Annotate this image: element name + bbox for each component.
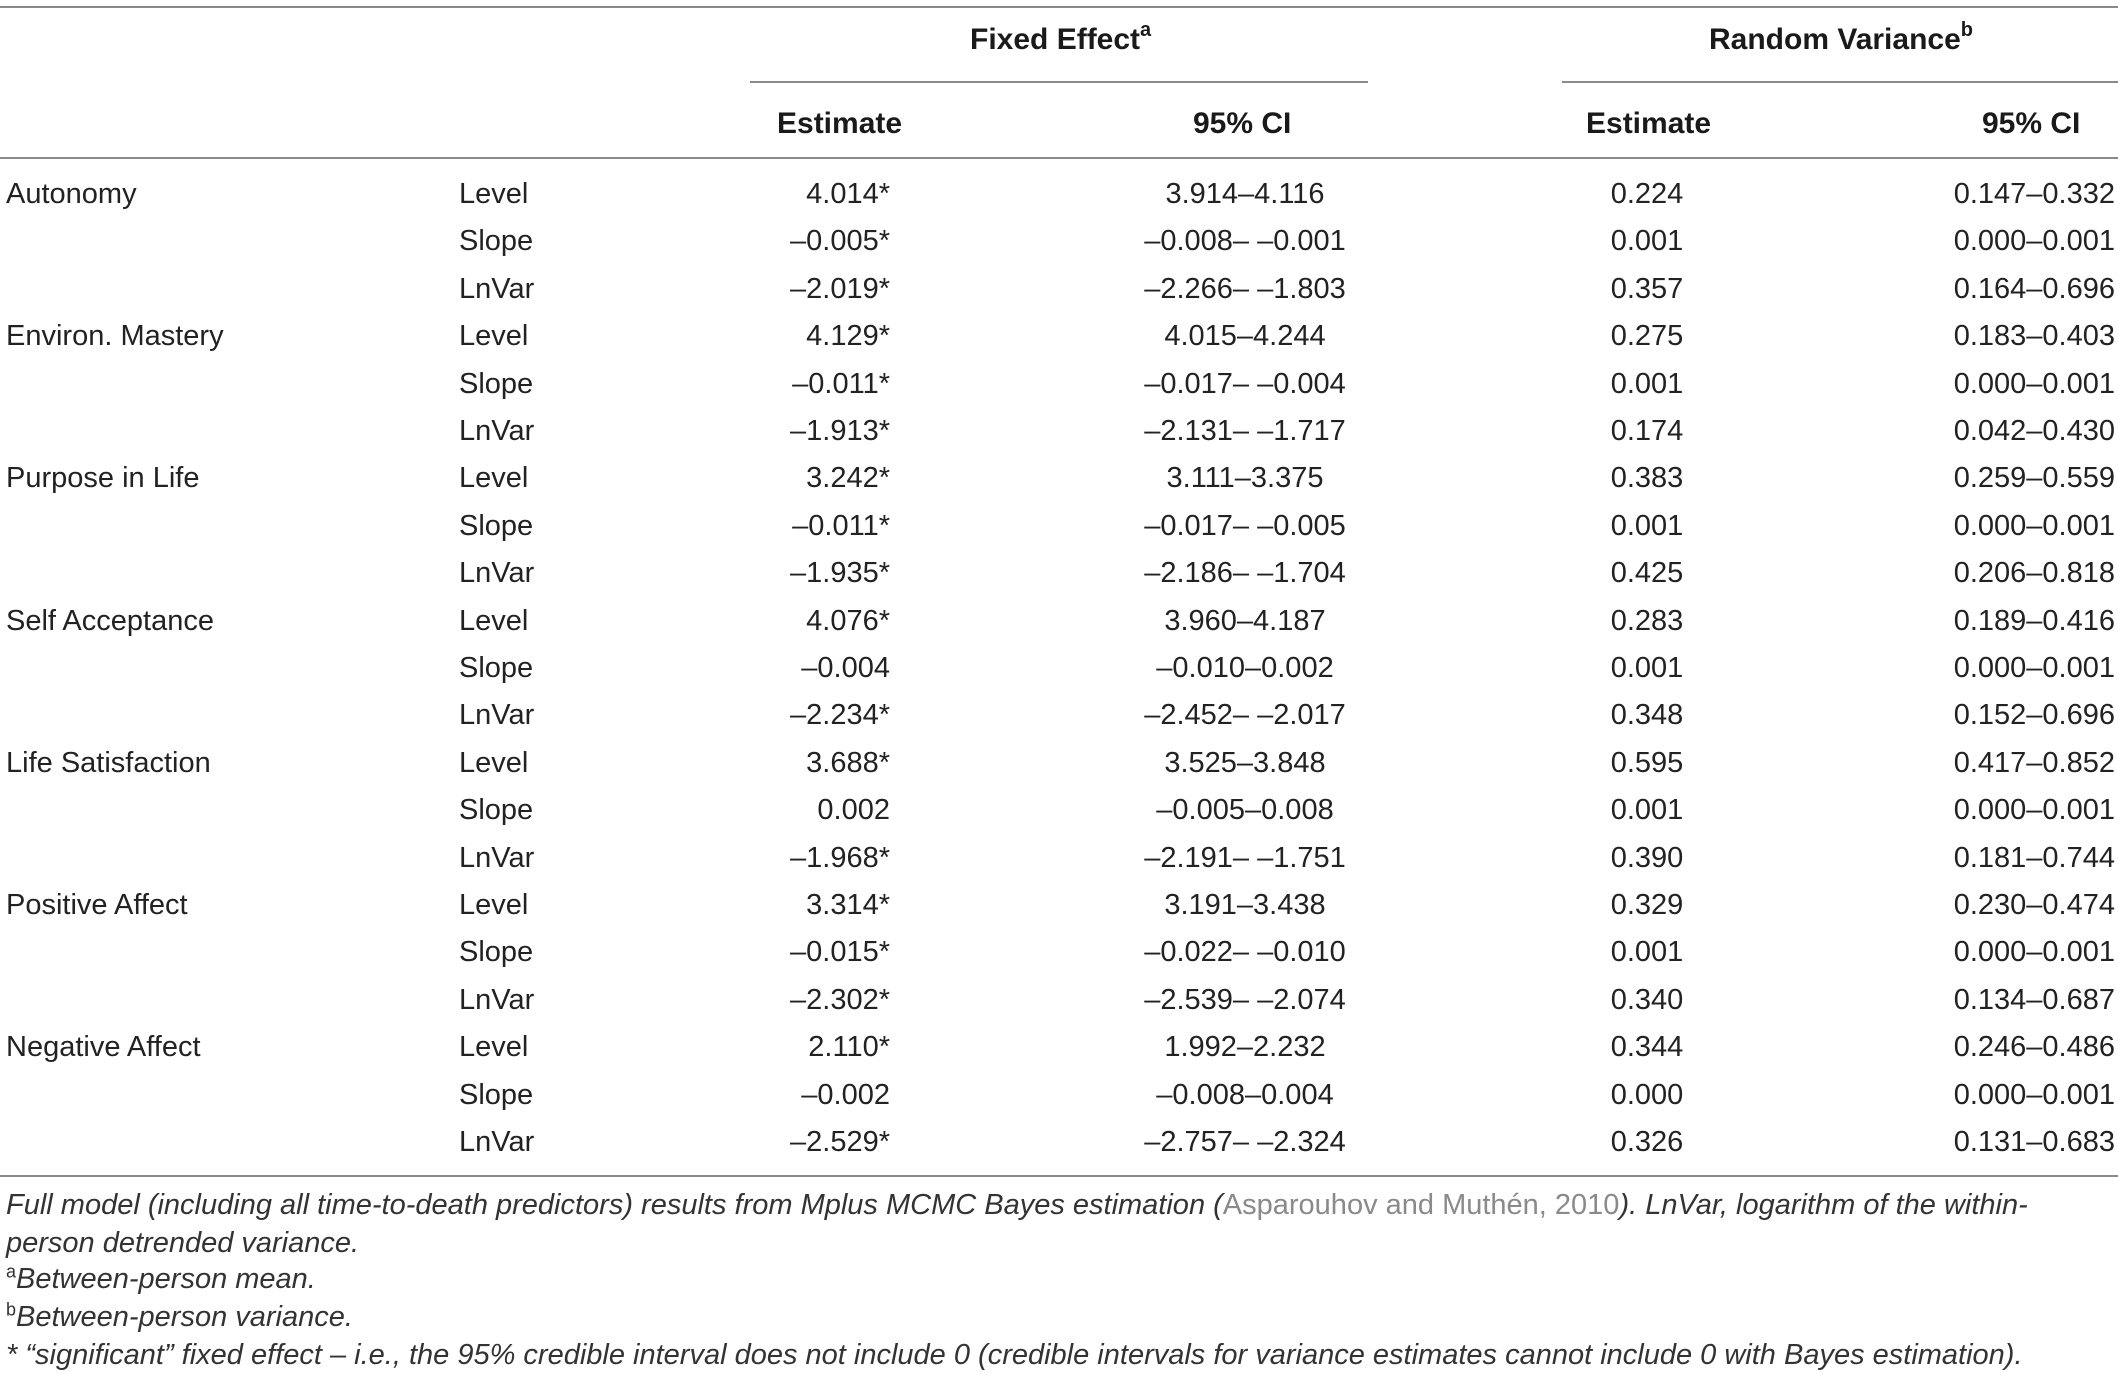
fixed-effect-ci: 4.015–4.244 [1164,320,1326,352]
fixed-effect-ci: –2.266– –1.803 [1144,273,1346,305]
row-variable-label: Life Satisfaction [6,747,211,779]
random-variance-ci: 0.000–0.001 [1953,1079,2115,1111]
fixed-effect-ci: –2.757– –2.324 [1144,1126,1346,1158]
random-variance-estimate: 0.224 [1610,178,1684,210]
random-variance-estimate: 0.174 [1610,415,1684,447]
random-variance-estimate: 0.001 [1610,794,1684,826]
header-random-variance: Random Variance$^b$ [1709,19,1973,56]
random-variance-ci: 0.000–0.001 [1953,652,2115,684]
fixed-effect-estimate: –0.011* [792,510,890,542]
random-variance-estimate: 0.344 [1610,1031,1684,1063]
random-variance-ci: 0.164–0.696 [1953,273,2115,305]
random-variance-ci: 0.152–0.696 [1953,699,2115,731]
random-variance-ci: 0.183–0.403 [1953,320,2115,352]
random-variance-estimate: 0.383 [1610,462,1684,494]
fixed-effect-ci: 3.914–4.116 [1165,178,1325,210]
random-variance-estimate: 0.283 [1610,605,1684,637]
footnote-main: Full model (including all time-to-death predictors) results from Mplus MCMC Bayes estimation (Asparouhov and Muthén, 2010). LnVar, logarithm of the within-person detrended variance. [6,1189,2028,1259]
row-parameter-label: LnVar [459,699,535,731]
random-variance-ci: 0.259–0.559 [1953,462,2115,494]
fixed-effect-ci: –2.539– –2.074 [1144,984,1346,1016]
random-variance-estimate: 0.001 [1610,652,1684,684]
fixed-effect-ci: –2.452– –2.017 [1144,699,1346,731]
fixed-effect-ci: –0.005–0.008 [1156,794,1334,826]
random-variance-ci: 0.000–0.001 [1953,794,2115,826]
random-variance-ci: 0.134–0.687 [1953,984,2115,1016]
random-variance-ci: 0.042–0.430 [1953,415,2115,447]
fixed-effect-ci: –0.022– –0.010 [1144,936,1346,968]
fixed-effect-ci: –0.008–0.004 [1156,1079,1334,1111]
random-variance-group-rule [1562,81,2118,83]
footnote-a: $^a$Between-person mean. [6,1261,316,1295]
random-variance-estimate: 0.001 [1610,936,1684,968]
fixed-effect-ci: 1.992–2.232 [1164,1031,1326,1063]
random-variance-estimate: 0.001 [1610,368,1684,400]
random-variance-estimate: 0.000 [1610,1079,1684,1111]
row-parameter-label: Level [459,1031,529,1063]
row-parameter-label: LnVar [459,1126,535,1158]
fixed-effect-ci: –0.010–0.002 [1156,652,1334,684]
fixed-effect-estimate: –1.913* [790,415,890,447]
footnote-b: $^b$Between-person variance. [6,1299,353,1333]
fixed-effect-estimate: –1.968* [790,842,890,874]
table-top-rule [0,6,2118,8]
random-variance-estimate: 0.348 [1610,699,1684,731]
fixed-effect-estimate: –0.002 [801,1079,890,1111]
row-parameter-label: Slope [459,510,534,542]
fixed-effect-ci: –0.017– –0.004 [1144,368,1346,400]
row-variable-label: Purpose in Life [6,462,200,494]
table-bottom-rule [0,1175,2118,1177]
fixed-effect-estimate: 3.242* [806,462,890,494]
row-parameter-label: LnVar [459,557,535,589]
random-variance-estimate: 0.357 [1610,273,1684,305]
row-parameter-label: Slope [459,1079,534,1111]
fixed-effect-estimate: –0.015* [790,936,890,968]
random-variance-estimate: 0.326 [1610,1126,1684,1158]
row-parameter-label: LnVar [459,273,535,305]
random-variance-ci: 0.147–0.332 [1953,178,2115,210]
row-parameter-label: Level [459,320,529,352]
random-variance-estimate: 0.595 [1610,747,1684,779]
row-parameter-label: Slope [459,652,534,684]
fixed-effect-estimate: 3.688* [806,747,890,779]
fixed-effect-ci: 3.191–3.438 [1164,889,1326,921]
fixed-effect-estimate: –2.234* [790,699,890,731]
row-parameter-label: Slope [459,936,534,968]
row-variable-label: Self Acceptance [6,605,214,637]
random-variance-estimate: 0.001 [1610,225,1684,257]
row-parameter-label: LnVar [459,415,535,447]
header-re-estimate: Estimate [1586,107,1712,140]
fixed-effect-estimate: 0.002 [817,794,890,826]
header-bottom-rule [0,157,2118,159]
fixed-effect-estimate: –2.529* [790,1126,890,1158]
random-variance-estimate: 0.275 [1610,320,1684,352]
row-parameter-label: LnVar [459,842,535,874]
fixed-effect-estimate: –2.019* [790,273,890,305]
fixed-effect-estimate: 2.110* [808,1031,890,1063]
row-parameter-label: Level [459,747,529,779]
random-variance-estimate: 0.425 [1610,557,1684,589]
fixed-effect-ci: 3.111–3.375 [1166,462,1324,494]
row-parameter-label: LnVar [459,984,535,1016]
fixed-effect-estimate: 4.014* [806,178,890,210]
random-variance-estimate: 0.390 [1610,842,1684,874]
random-variance-ci: 0.230–0.474 [1953,889,2115,921]
fixed-effect-estimate: 4.129* [806,320,890,352]
row-variable-label: Negative Affect [6,1031,201,1063]
fixed-effect-ci: –2.131– –1.717 [1144,415,1346,447]
footnote-star: * “significant” fixed effect – i.e., the 95% credible interval does not include 0 (credible intervals for variance estimates cannot include 0 with Bayes estimation). [6,1339,2023,1371]
row-variable-label: Autonomy [6,178,137,210]
random-variance-ci: 0.000–0.001 [1953,936,2115,968]
header-re-ci: 95% CI [1982,107,2081,140]
row-parameter-label: Level [459,889,529,921]
row-parameter-label: Slope [459,368,534,400]
random-variance-estimate: 0.340 [1610,984,1684,1016]
random-variance-estimate: 0.001 [1610,510,1684,542]
citation-link[interactable]: Asparouhov and Muthén, 2010 [1222,1189,1620,1221]
random-variance-ci: 0.189–0.416 [1953,605,2115,637]
fixed-effect-ci: –2.191– –1.751 [1144,842,1346,874]
fixed-effect-estimate: –1.935* [790,557,890,589]
row-parameter-label: Slope [459,225,534,257]
fixed-effect-estimate: 4.076* [806,605,890,637]
row-parameter-label: Slope [459,794,534,826]
fixed-effect-ci: –0.017– –0.005 [1144,510,1346,542]
random-variance-ci: 0.000–0.001 [1953,225,2115,257]
random-variance-estimate: 0.329 [1610,889,1684,921]
fixed-effect-estimate: –0.005* [790,225,890,257]
fixed-effect-estimate: –0.011* [792,368,890,400]
fixed-effect-ci: 3.525–3.848 [1164,747,1326,779]
random-variance-ci: 0.181–0.744 [1953,842,2115,874]
header-fe-ci: 95% CI [1193,107,1292,140]
row-parameter-label: Level [459,462,529,494]
row-parameter-label: Level [459,605,529,637]
fixed-effect-ci: –2.186– –1.704 [1144,557,1346,589]
header-fixed-effect: Fixed Effect$^a$ [970,19,1152,56]
random-variance-ci: 0.206–0.818 [1953,557,2115,589]
fixed-effect-ci: –0.008– –0.001 [1144,225,1346,257]
random-variance-ci: 0.000–0.001 [1953,368,2115,400]
random-variance-ci: 0.246–0.486 [1953,1031,2115,1063]
row-parameter-label: Level [459,178,529,210]
row-variable-label: Environ. Mastery [6,320,224,352]
fixed-effect-group-rule [750,81,1368,83]
fixed-effect-ci: 3.960–4.187 [1164,605,1326,637]
random-variance-ci: 0.417–0.852 [1953,747,2115,779]
fixed-effect-estimate: –0.004 [801,652,890,684]
fixed-effect-estimate: –2.302* [790,984,890,1016]
random-variance-ci: 0.131–0.683 [1953,1126,2115,1158]
row-variable-label: Positive Affect [6,889,188,921]
random-variance-ci: 0.000–0.001 [1953,510,2115,542]
header-fe-estimate: Estimate [777,107,903,140]
fixed-effect-estimate: 3.314* [806,889,890,921]
